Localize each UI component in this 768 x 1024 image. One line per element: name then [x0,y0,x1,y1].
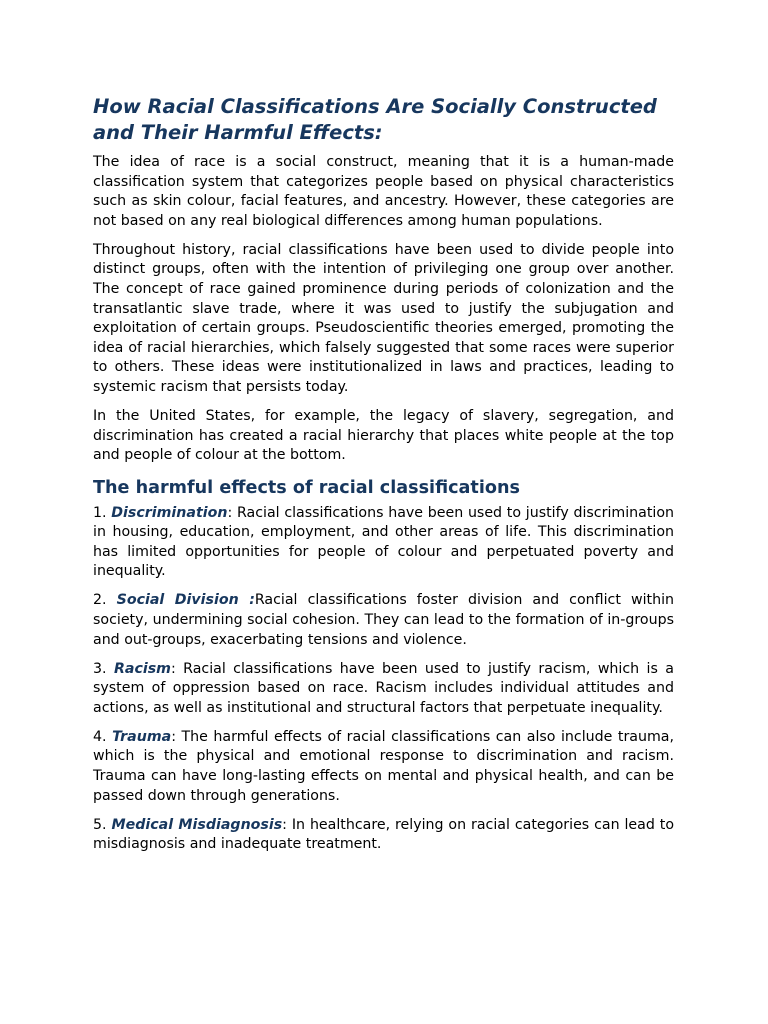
item-separator: : [171,728,182,745]
item-text: In healthcare, relying on racial categories can lead to misdiagnosis and inadequate treatment. [93,816,674,853]
item-number: 5. [93,816,112,833]
list-item [93,728,674,806]
document-title: How Racial Classifications Are Socially Constructed and Their Harmful Effects: [93,95,657,144]
item-number: 2. [93,592,117,609]
list-item [93,816,674,855]
item-separator: : [227,504,237,521]
document-page [93,94,674,855]
item-number: 3. [93,660,114,677]
list-item [93,504,674,582]
item-term: Trauma [112,728,172,745]
intro-paragraph: The idea of race is a social construct, meaning that it is a human-made classification system that categorizes people based on physical characteristics such as skin colour, facial features, and ancestry. However, these categories are not based on any real biological differences among human populations. [93,154,674,229]
item-term: Discrimination [111,504,228,521]
item-text: Racial classifications foster division and conflict within society, undermining social cohesion. They can lead to the formation of in-groups and out-groups, exacerbating tensions and violence. [93,592,674,648]
item-separator: : [170,660,184,677]
item-number: 4. [93,728,113,745]
item-separator: : [282,816,292,833]
item-term: Racism [113,660,171,677]
item-text: Racial classifications have been used to justify racism, which is a system of oppression based on race. Racism includes individual attitudes and actions, as well as institutional and structural factors that perpetuate inequality. [93,660,675,716]
item-number: 1. [93,504,112,521]
list-item [93,660,674,719]
item-term: Medical Misdiagnosis [111,816,283,833]
item-text: The harmful effects of racial classifications can also include trauma, which is the physical and emotional response to discrimination and racism. Trauma can have long-lasting effects on mental and physical health, and can be passed down through generations. [93,728,675,804]
history-paragraph: Throughout history, racial classifications have been used to divide people into distinct groups, often with the intention of privileging one group over another. The concept of race gained prominence during periods of colonization and the transatlantic slave trade, where it was used to justify the subjugation and exploitation of certain groups. Pseudoscientific theories emerged, promoting the idea of racial hierarchies, which falsely suggested that some races were superior to others. These ideas were institutionalized in laws and practices, leading to systemic racism that persists today. [93,241,674,395]
united-states-paragraph: In the United States, for example, the legacy of slavery, segregation, and discrimination has created a racial hierarchy that places white people at the top and people of colour at the bottom. [93,407,674,464]
item-text: Racial classifications have been used to justify discrimination in housing, education, employment, and other areas of life. This discrimination has limited opportunities for people of colour and perpetuated poverty and inequality. [93,504,675,580]
item-term: Social Division : [116,592,255,609]
section-heading: The harmful effects of racial classifications [93,477,520,498]
list-item [93,591,674,650]
